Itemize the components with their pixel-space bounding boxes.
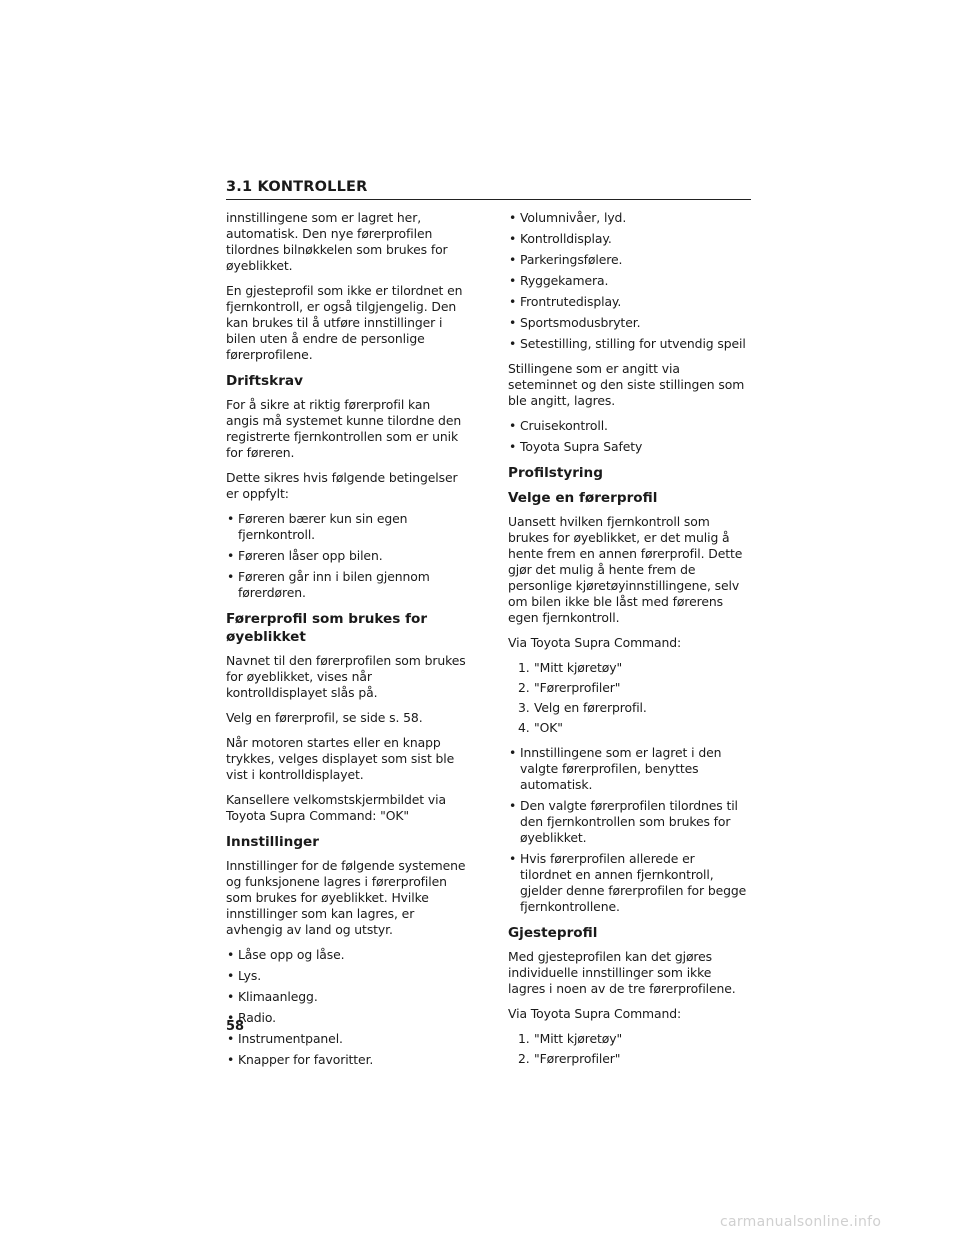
list-item: • Låse opp og låse. [226,947,466,963]
systems-list-continued [508,210,748,352]
list-item: • Føreren låser opp bilen. [226,548,466,564]
heading-profile-management: Profilstyring [508,465,603,481]
step-item [508,660,748,676]
step-item [508,680,748,696]
step-text: "Mitt kjøretøy" [534,1031,623,1046]
list-item: • Setestilling, stilling for utvendig speil [508,336,748,352]
step-number: 1. [518,660,530,675]
step-text: "Førerprofiler" [534,680,621,695]
step-text: "Førerprofiler" [534,1051,621,1066]
steps-list-2 [508,1031,748,1067]
step-text: "OK" [534,720,563,735]
heading-select-profile: Velge en førerprofil [508,490,658,506]
list-item: • Sportsmodusbryter. [508,315,748,331]
list-item: • Toyota Supra Safety [508,439,748,455]
paragraph: Uansett hvilken fjernkontroll som brukes for øyeblikket, er det mulig å hente frem en annen førerprofil. Dette gjør det mulig å hente frem de personlige kjøretøyinnstillingene, selv om bilen ikke ble låst med førerens egen fjernkontroll. [508,514,743,625]
paragraph: Med gjesteprofilen kan det gjøres individuelle innstillinger som ikke lagres i noen av de tre førerprofilene. [508,949,736,996]
list-item: • Lys. [226,968,466,984]
notes-list [508,745,748,915]
list-item: • Hvis førerprofilen allerede er tilordnet en annen fjernkontroll, gjelder denne førerprofilen for begge fjernkontrollene. [508,851,748,915]
right-column [508,210,748,1071]
paragraph: Innstillinger for de følgende systemene og funksjonene lagres i førerprofilen som brukes for øyeblikket. Hvilke innstillinger som kan lagres, er avhengig av land og utstyr. [226,858,466,937]
list-item: • Føreren går inn i bilen gjennom førerdøren. [226,569,466,601]
paragraph: Stillingene som er angitt via seteminnet og den siste stillingen som ble angitt, lagres. [508,361,745,408]
paragraph: Via Toyota Supra Command: [508,635,682,650]
paragraph: Navnet til den førerprofilen som brukes for øyeblikket, vises når kontrolldisplayet slås på. [226,653,466,700]
step-number: 3. [518,700,530,715]
paragraph: Via Toyota Supra Command: [508,1006,682,1021]
systems-list-more [508,418,748,455]
step-item [508,700,748,716]
heading-driftskrav: Driftskrav [226,373,303,389]
header-divider [226,199,751,200]
page-header [226,178,751,200]
list-item: • Frontrutedisplay. [508,294,748,310]
list-item: • Klimaanlegg. [226,989,466,1005]
list-item: • Ryggekamera. [508,273,748,289]
list-item: • Volumnivåer, lyd. [508,210,748,226]
list-item: • Knapper for favoritter. [226,1052,466,1068]
paragraph: Kansellere velkomstskjermbildet via Toyota Supra Command: "OK" [226,792,446,823]
systems-list [226,947,466,1068]
list-item: • Føreren bærer kun sin egen fjernkontroll. [226,511,466,543]
step-item [508,720,748,736]
paragraph: For å sikre at riktig førerprofil kan angis må systemet kunne tilordne den registrerte fjernkontrollen som er unik for føreren. [226,397,462,460]
paragraph: Velg en førerprofil, se side s. 58. [226,710,423,725]
paragraph: Dette sikres hvis følgende betingelser er oppfylt: [226,470,458,501]
list-item: • Innstillingene som er lagret i den valgte førerprofilen, benyttes automatisk. [508,745,748,793]
list-item: • Parkeringsfølere. [508,252,748,268]
list-item: • Radio. [226,1010,466,1026]
step-item [508,1031,748,1047]
page-number: 58 [226,1019,245,1034]
step-number: 4. [518,720,530,735]
heading-settings: Innstillinger [226,834,319,850]
paragraph: En gjesteprofil som ikke er tilordnet en fjernkontroll, er også tilgjengelig. Den kan brukes til å utføre innstillinger i bilen uten å endre de personlige førerprofilene. [226,283,463,362]
paragraph: innstillingene som er lagret her, automatisk. Den nye førerprofilen tilordnes bilnøkkelen som brukes for øyeblikket. [226,210,448,273]
list-item: • Instrumentpanel. [226,1031,466,1047]
list-item: • Kontrolldisplay. [508,231,748,247]
list-item: • Cruisekontroll. [508,418,748,434]
conditions-list [226,511,466,601]
step-text: Velg en førerprofil. [534,700,647,715]
section-title: 3.1 KONTROLLER [226,179,368,195]
left-column [226,210,466,1073]
step-number: 1. [518,1031,530,1046]
step-text: "Mitt kjøretøy" [534,660,623,675]
paragraph: Når motoren startes eller en knapp trykkes, velges displayet som sist ble vist i kontrolldisplayet. [226,735,455,782]
step-item [508,1051,748,1067]
step-number: 2. [518,680,530,695]
watermark: carmanualsonline.info [720,1214,882,1230]
steps-list [508,660,748,736]
heading-current-profile: Førerprofil som brukes for øyeblikket [226,611,428,645]
list-item: • Den valgte førerprofilen tilordnes til den fjernkontrollen som brukes for øyeblikket. [508,798,748,846]
step-number: 2. [518,1051,530,1066]
heading-guest-profile: Gjesteprofil [508,925,598,941]
